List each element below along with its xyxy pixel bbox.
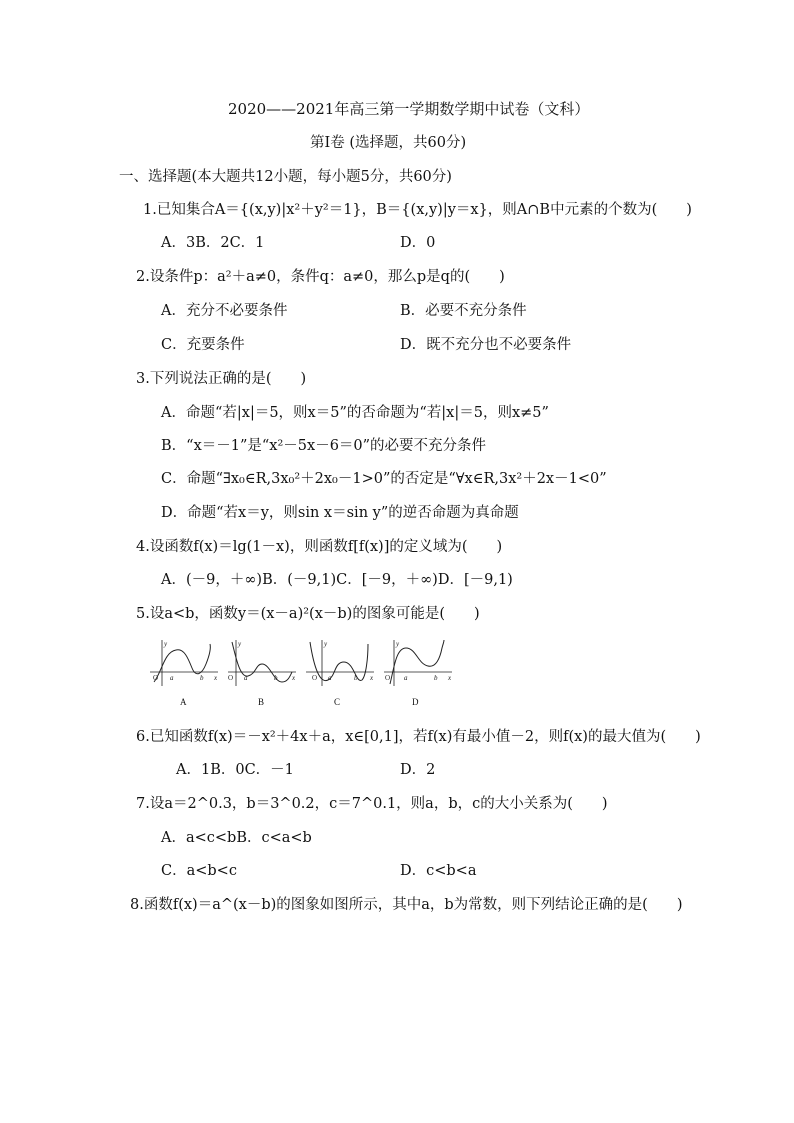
q5-axis-label-x: x	[214, 674, 218, 682]
q5-graph-a	[148, 638, 220, 688]
q5-axis-label-b: b	[434, 674, 438, 682]
q3-option-a: A．命题“若|x|＝5，则x＝5”的否命题为“若|x|＝5，则x≠5”	[161, 405, 549, 421]
q5-axis-label-o: O	[385, 674, 391, 682]
section-heading: 一、选择题(本大题共12小题，每小题5分，共60分)	[119, 169, 452, 185]
q8-stem: 8.函数f(x)＝a^(x－b)的图象如图所示，其中a，b为常数，则下列结论正确的是( )	[130, 897, 683, 913]
q5-graph-c	[304, 638, 376, 688]
q1-option-d: D．0	[400, 235, 436, 251]
q5-axis-label-x: x	[448, 674, 452, 682]
q5-graph-d	[382, 638, 454, 688]
q5-axis-label-a: a	[170, 674, 174, 682]
q2-option-a: A．充分不必要条件	[161, 303, 288, 319]
q5-axis-label-b: b	[354, 674, 358, 682]
exam-title: 2020——2021年高三第一学期数学期中试卷（文科）	[228, 100, 590, 118]
q5-stem: 5.设a<b，函数y＝(x－a)²(x－b)的图象可能是( )	[136, 606, 480, 622]
q5-axis-label-b: b	[274, 674, 278, 682]
q6-options-abc: A．1B．0C．－1	[176, 762, 294, 778]
q4-options: A．(－9，＋∞)B．(－9,1)C．[－9，＋∞)D．[－9,1)	[161, 572, 513, 588]
q6-stem: 6.已知函数f(x)＝－x²＋4x＋a，x∈[0,1]，若f(x)有最小值－2，则f(x)的最大值为( )	[136, 729, 701, 745]
q7-option-c: C．a<b<c	[161, 863, 237, 879]
q5-axis-label-b: b	[200, 674, 204, 682]
q5-axis-label-a: a	[328, 674, 332, 682]
q5-axis-label-o: O	[153, 674, 159, 682]
q2-option-d: D．既不充分也不必要条件	[400, 337, 572, 353]
q3-option-c: C．命题“∃x₀∈R,3x₀²＋2x₀－1>0”的否定是“∀x∈R,3x²＋2x－1<0”	[161, 471, 607, 487]
q5-label-d: D	[412, 697, 419, 707]
q2-stem: 2.设条件p：a²＋a≠0，条件q：a≠0，那么p是q的( )	[136, 269, 505, 285]
q5-graph-b	[226, 638, 298, 688]
q5-axis-label-y: y	[238, 640, 242, 648]
q2-option-b: B．必要不充分条件	[400, 303, 527, 319]
q7-options-ab: A．a<c<bB．c<a<b	[161, 830, 312, 846]
q7-stem: 7.设a＝2^0.3，b＝3^0.2，c＝7^0.1，则a，b，c的大小关系为( )	[136, 796, 608, 812]
q5-axis-label-o: O	[312, 674, 318, 682]
q5-axis-label-y: y	[164, 640, 168, 648]
q5-axis-label-x: x	[292, 674, 296, 682]
q6-option-d: D．2	[400, 762, 436, 778]
q2-option-c: C．充要条件	[161, 337, 245, 353]
q5-axis-label-a: a	[404, 674, 408, 682]
q3-option-b: B．“x＝－1”是“x²－5x－6＝0”的必要不充分条件	[161, 438, 487, 454]
q5-axis-label-a: a	[244, 674, 248, 682]
q5-label-a: A	[180, 697, 187, 707]
q5-label-b: B	[258, 697, 265, 707]
q5-axis-label-y: y	[324, 640, 328, 648]
q7-option-d: D．c<b<a	[400, 863, 477, 879]
q3-stem: 3.下列说法正确的是( )	[136, 371, 307, 387]
q1-options-abc: A．3B．2C．1	[161, 235, 265, 251]
q3-option-d: D．命题“若x＝y，则sin x＝sin y”的逆否命题为真命题	[161, 505, 519, 521]
part-subtitle: 第Ⅰ卷 (选择题，共60分)	[310, 135, 467, 151]
q5-axis-label-o: O	[228, 674, 234, 682]
q5-label-c: C	[334, 697, 341, 707]
q5-axis-label-y: y	[396, 640, 400, 648]
q5-axis-label-x: x	[370, 674, 374, 682]
q4-stem: 4.设函数f(x)＝lg(1－x)，则函数f[f(x)]的定义域为( )	[136, 539, 503, 555]
q1-stem: 1.已知集合A＝{(x,y)|x²＋y²＝1}，B＝{(x,y)|y＝x}，则A∩B中元素的个数为( )	[143, 202, 692, 218]
